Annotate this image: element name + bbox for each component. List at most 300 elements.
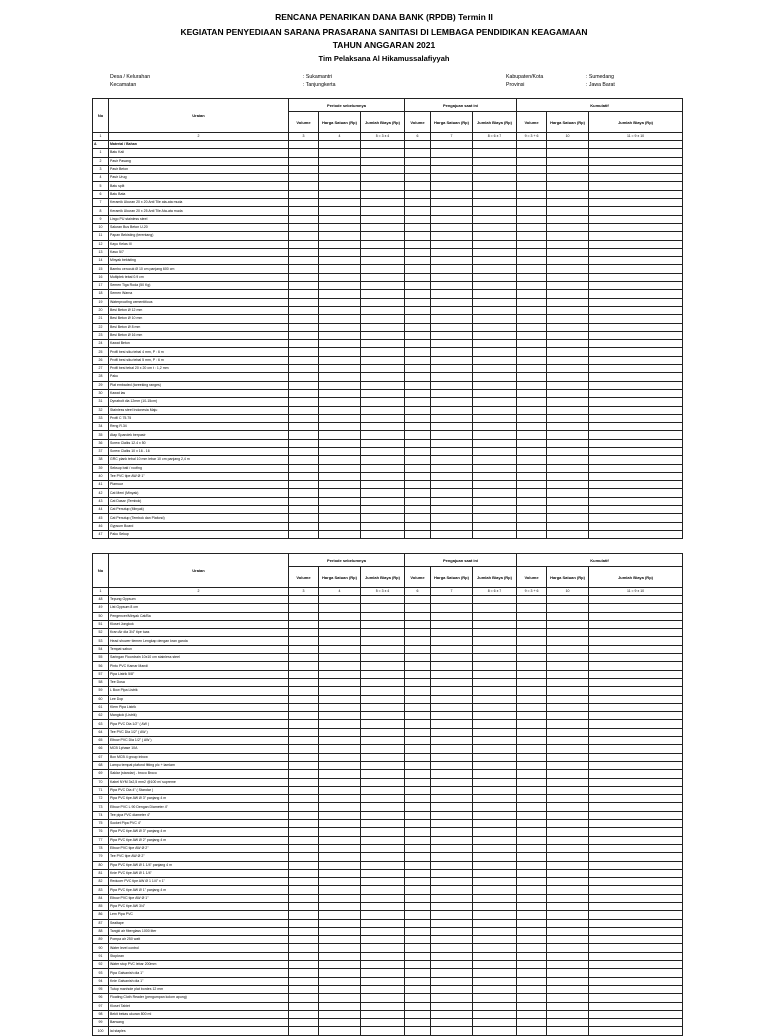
row-value	[473, 439, 517, 447]
col-jumlah: Jumlah Biaya (Rp)	[589, 567, 683, 588]
row-value	[547, 678, 589, 686]
row-value	[405, 977, 431, 985]
row-value	[589, 530, 683, 538]
row-value	[361, 985, 405, 993]
row-value	[589, 927, 683, 935]
row-value	[319, 447, 361, 455]
row-item-name: Tepung Gypsum	[109, 596, 289, 604]
row-value	[405, 298, 431, 306]
row-number: 26	[93, 356, 109, 364]
row-value	[405, 670, 431, 678]
row-value	[473, 1019, 517, 1027]
row-number: 18	[93, 290, 109, 298]
col-number: 3	[289, 133, 319, 141]
row-value	[289, 720, 319, 728]
row-value	[405, 770, 431, 778]
row-value	[319, 398, 361, 406]
row-value	[361, 620, 405, 628]
row-value	[589, 919, 683, 927]
table-row	[93, 340, 683, 348]
row-number: 55	[93, 654, 109, 662]
row-value	[589, 1010, 683, 1018]
row-value	[547, 612, 589, 620]
row-value	[319, 522, 361, 530]
row-value	[361, 522, 405, 530]
row-value	[547, 820, 589, 828]
row-value	[589, 215, 683, 223]
row-value	[319, 431, 361, 439]
row-value	[289, 952, 319, 960]
row-value	[405, 911, 431, 919]
row-value	[589, 348, 683, 356]
row-value	[473, 447, 517, 455]
row-value	[589, 620, 683, 628]
table-row	[93, 348, 683, 356]
row-item-name: Kabel NYM 3x2,5 mm2 @100 m/ supreme	[109, 778, 289, 786]
row-value	[319, 481, 361, 489]
row-value	[473, 265, 517, 273]
row-value	[517, 778, 547, 786]
col-volume: Volume	[289, 567, 319, 588]
row-value	[547, 207, 589, 215]
table-row	[93, 223, 683, 231]
row-item-name: Kloset Tabiet	[109, 1002, 289, 1010]
row-value	[361, 273, 405, 281]
table-row	[93, 257, 683, 265]
row-item-name: Pengencer/Minyak Cat/Ba	[109, 612, 289, 620]
row-value	[517, 878, 547, 886]
row-number: 99	[93, 1019, 109, 1027]
row-value	[319, 340, 361, 348]
row-value	[289, 174, 319, 182]
row-value	[431, 1019, 473, 1027]
row-value	[289, 662, 319, 670]
row-value	[361, 861, 405, 869]
row-value	[589, 969, 683, 977]
col-number: 1	[93, 133, 109, 141]
row-item-name: Besi Beton Ø 10 mm	[109, 315, 289, 323]
row-value	[431, 398, 473, 406]
table-row	[93, 969, 683, 977]
row-value	[473, 977, 517, 985]
row-value	[517, 820, 547, 828]
row-value	[431, 703, 473, 711]
row-number: 67	[93, 753, 109, 761]
row-item-name: Tee PVC Dia 1/2" ( AW )	[109, 728, 289, 736]
row-value	[289, 728, 319, 736]
row-value	[431, 604, 473, 612]
doc-title: RENCANA PENARIKAN DANA BANK (RPDB) Termin II	[275, 12, 493, 22]
row-value	[289, 1027, 319, 1035]
row-number: 46	[93, 522, 109, 530]
row-value	[319, 348, 361, 356]
row-value	[589, 1002, 683, 1010]
row-value	[289, 878, 319, 886]
row-value	[547, 489, 589, 497]
row-value	[431, 811, 473, 819]
row-value	[289, 703, 319, 711]
table-row	[93, 770, 683, 778]
row-item-name: Elbow PVC Dia 1/2" ( AW )	[109, 737, 289, 745]
row-value	[405, 637, 431, 645]
row-value	[361, 878, 405, 886]
row-value	[289, 795, 319, 803]
row-value	[589, 447, 683, 455]
row-item-name: Pipa PVC tipe AW Ø 1" panjang 4 m	[109, 886, 289, 894]
row-item-name: Tee PVC tipe AW Ø 2"	[109, 853, 289, 861]
row-value	[405, 927, 431, 935]
row-value	[589, 894, 683, 902]
row-value	[289, 844, 319, 852]
row-value	[361, 811, 405, 819]
table-row	[93, 1027, 683, 1035]
table-row	[93, 165, 683, 173]
row-value	[589, 223, 683, 231]
row-value	[517, 994, 547, 1002]
row-value	[361, 215, 405, 223]
row-value	[319, 315, 361, 323]
row-value	[319, 157, 361, 165]
row-item-name: Lee Dop	[109, 695, 289, 703]
row-value	[431, 190, 473, 198]
row-value	[547, 472, 589, 480]
row-value	[405, 257, 431, 265]
table-row	[93, 439, 683, 447]
row-value	[361, 902, 405, 910]
row-value	[361, 472, 405, 480]
row-value	[431, 431, 473, 439]
row-value	[361, 662, 405, 670]
row-value	[547, 795, 589, 803]
table-row	[93, 530, 683, 538]
row-value	[319, 298, 361, 306]
row-item-name: Socket Pipa PVC 4"	[109, 820, 289, 828]
row-value	[289, 936, 319, 944]
row-value	[361, 298, 405, 306]
row-value	[431, 878, 473, 886]
row-item-name: Klem Pipa Listrik	[109, 703, 289, 711]
desa-label: Desa / Kelurahan	[110, 74, 151, 80]
location-left-labels	[110, 73, 150, 89]
row-value	[431, 522, 473, 530]
row-value	[473, 398, 517, 406]
row-value	[517, 257, 547, 265]
col-number: 10	[547, 588, 589, 596]
row-value	[473, 257, 517, 265]
row-item-name: Plamuur	[109, 481, 289, 489]
row-value	[547, 464, 589, 472]
row-value	[431, 157, 473, 165]
row-value	[405, 944, 431, 952]
row-value	[405, 157, 431, 165]
row-value	[405, 969, 431, 977]
row-value	[473, 994, 517, 1002]
row-value	[547, 456, 589, 464]
row-value	[589, 514, 683, 522]
table-row	[93, 365, 683, 373]
row-value	[289, 439, 319, 447]
row-value	[517, 1002, 547, 1010]
row-value	[289, 406, 319, 414]
col-no: No	[93, 554, 109, 588]
row-number: 68	[93, 761, 109, 769]
row-value	[517, 1019, 547, 1027]
row-value	[547, 497, 589, 505]
row-value	[517, 248, 547, 256]
row-value	[431, 745, 473, 753]
row-number: 17	[93, 282, 109, 290]
row-value	[289, 811, 319, 819]
row-value	[319, 678, 361, 686]
row-value	[319, 489, 361, 497]
row-value	[517, 223, 547, 231]
row-number: 83	[93, 886, 109, 894]
row-value	[361, 331, 405, 339]
row-value	[517, 604, 547, 612]
row-value	[361, 645, 405, 653]
row-value	[547, 720, 589, 728]
table-row	[93, 844, 683, 852]
row-value	[405, 712, 431, 720]
row-value	[517, 174, 547, 182]
table-row	[93, 902, 683, 910]
row-number: 15	[93, 265, 109, 273]
row-value	[431, 165, 473, 173]
row-value	[319, 786, 361, 794]
row-value	[517, 389, 547, 397]
table-row	[93, 737, 683, 745]
row-value	[517, 969, 547, 977]
row-value	[517, 306, 547, 314]
row-item-name: Gypsum Board	[109, 522, 289, 530]
row-value	[473, 315, 517, 323]
table-row	[93, 637, 683, 645]
table-row	[93, 869, 683, 877]
row-value	[589, 232, 683, 240]
row-value	[589, 522, 683, 530]
row-value	[319, 861, 361, 869]
row-value	[547, 298, 589, 306]
row-value	[405, 1002, 431, 1010]
row-value	[319, 645, 361, 653]
row-value	[289, 356, 319, 364]
row-value	[319, 712, 361, 720]
row-number: 32	[93, 406, 109, 414]
row-item-name: Batu Kali	[109, 149, 289, 157]
row-value	[517, 596, 547, 604]
row-number: 87	[93, 919, 109, 927]
row-value	[289, 803, 319, 811]
col-volume: Volume	[289, 112, 319, 133]
row-item-name: Saluran Bus Beton U-20	[109, 223, 289, 231]
row-value	[589, 472, 683, 480]
table-row	[93, 423, 683, 431]
row-number: 93	[93, 969, 109, 977]
table-row	[93, 778, 683, 786]
row-value	[361, 1010, 405, 1018]
row-value	[289, 265, 319, 273]
row-value	[405, 439, 431, 447]
row-value	[589, 389, 683, 397]
row-value	[589, 182, 683, 190]
row-item-name: Tee PVC tipe AW Ø 1"	[109, 472, 289, 480]
row-value	[547, 811, 589, 819]
row-number: 90	[93, 944, 109, 952]
row-item-name: Knie PVC tipe AW Ø 1 1/4"	[109, 869, 289, 877]
row-value	[473, 745, 517, 753]
location-left-values	[303, 73, 336, 89]
table-row	[93, 670, 683, 678]
table-row	[93, 695, 683, 703]
row-value	[547, 398, 589, 406]
row-value	[431, 373, 473, 381]
row-item-name: Saklar (standar) - broco Broco	[109, 770, 289, 778]
row-number: 36	[93, 439, 109, 447]
row-value	[473, 894, 517, 902]
row-item-name: Lem Pipa PVC	[109, 911, 289, 919]
row-value	[589, 464, 683, 472]
row-value	[319, 290, 361, 298]
row-number: 25	[93, 348, 109, 356]
row-value	[405, 737, 431, 745]
row-value	[319, 406, 361, 414]
row-value	[361, 165, 405, 173]
table-row	[93, 620, 683, 628]
row-value	[589, 878, 683, 886]
row-value	[289, 497, 319, 505]
col-uraian: Uraian	[109, 99, 289, 133]
table-row	[93, 944, 683, 952]
row-value	[289, 994, 319, 1002]
row-value	[517, 282, 547, 290]
row-value	[319, 629, 361, 637]
row-value	[405, 795, 431, 803]
row-value	[589, 687, 683, 695]
row-value	[473, 844, 517, 852]
row-value	[589, 199, 683, 207]
row-number: 56	[93, 662, 109, 670]
row-value	[319, 240, 361, 248]
row-value	[289, 182, 319, 190]
col-number: 9 = 3 + 6	[517, 588, 547, 596]
row-value	[547, 406, 589, 414]
prov-value: : Jawa Barat	[586, 82, 615, 88]
table-row	[93, 977, 683, 985]
row-number: 69	[93, 770, 109, 778]
row-value	[289, 298, 319, 306]
row-value	[405, 629, 431, 637]
row-number: 6	[93, 190, 109, 198]
row-item-name: Reducer PVC tipe AW Ø 1 1/4" x 1"	[109, 878, 289, 886]
row-value	[431, 695, 473, 703]
row-value	[473, 248, 517, 256]
row-value	[547, 1019, 589, 1027]
row-number: 95	[93, 985, 109, 993]
table-row	[93, 853, 683, 861]
row-value	[289, 481, 319, 489]
row-value	[589, 869, 683, 877]
row-value	[289, 637, 319, 645]
row-value	[517, 985, 547, 993]
row-value	[289, 612, 319, 620]
row-value	[473, 431, 517, 439]
row-value	[431, 770, 473, 778]
row-value	[547, 1010, 589, 1018]
row-value	[517, 273, 547, 281]
row-value	[319, 720, 361, 728]
row-value	[319, 985, 361, 993]
row-item-name: Pintu PVC Kamar Mandi	[109, 662, 289, 670]
row-value	[289, 232, 319, 240]
row-value	[473, 712, 517, 720]
row-value	[589, 853, 683, 861]
row-item-name: Keramik Ukuran 20 x 25 Anti Tile Ata-ata muda	[109, 207, 289, 215]
row-number: 58	[93, 678, 109, 686]
table-row	[93, 728, 683, 736]
col-group-prev: Periode sebelumnya	[289, 554, 405, 567]
row-value	[289, 620, 319, 628]
row-value	[547, 662, 589, 670]
row-value	[517, 927, 547, 935]
row-value	[517, 654, 547, 662]
row-value	[589, 356, 683, 364]
row-number: 47	[93, 530, 109, 538]
row-value	[473, 927, 517, 935]
row-number: 39	[93, 464, 109, 472]
row-value	[431, 803, 473, 811]
row-value	[547, 604, 589, 612]
row-value	[405, 522, 431, 530]
row-value	[431, 199, 473, 207]
table-row	[93, 1010, 683, 1018]
row-value	[473, 1002, 517, 1010]
row-item-name: Stainless steel Indonesia Maju	[109, 406, 289, 414]
row-value	[547, 323, 589, 331]
row-number: 35	[93, 431, 109, 439]
row-value	[405, 1019, 431, 1027]
row-value	[473, 340, 517, 348]
row-value	[547, 381, 589, 389]
row-value	[319, 670, 361, 678]
row-number: 38	[93, 456, 109, 464]
row-value	[319, 795, 361, 803]
row-value	[589, 952, 683, 960]
row-value	[319, 662, 361, 670]
row-value	[517, 157, 547, 165]
row-value	[319, 894, 361, 902]
row-value	[405, 464, 431, 472]
row-value	[547, 315, 589, 323]
row-value	[405, 165, 431, 173]
row-value	[473, 695, 517, 703]
table-row	[93, 952, 683, 960]
row-item-name: Kawat las	[109, 389, 289, 397]
row-value	[405, 612, 431, 620]
row-value	[431, 323, 473, 331]
row-value	[473, 703, 517, 711]
row-value	[589, 257, 683, 265]
row-value	[319, 439, 361, 447]
table-row	[93, 927, 683, 935]
row-value	[431, 869, 473, 877]
row-value	[319, 182, 361, 190]
row-value	[589, 423, 683, 431]
row-value	[289, 522, 319, 530]
row-value	[361, 678, 405, 686]
row-value	[405, 936, 431, 944]
row-value	[589, 745, 683, 753]
row-value	[517, 911, 547, 919]
